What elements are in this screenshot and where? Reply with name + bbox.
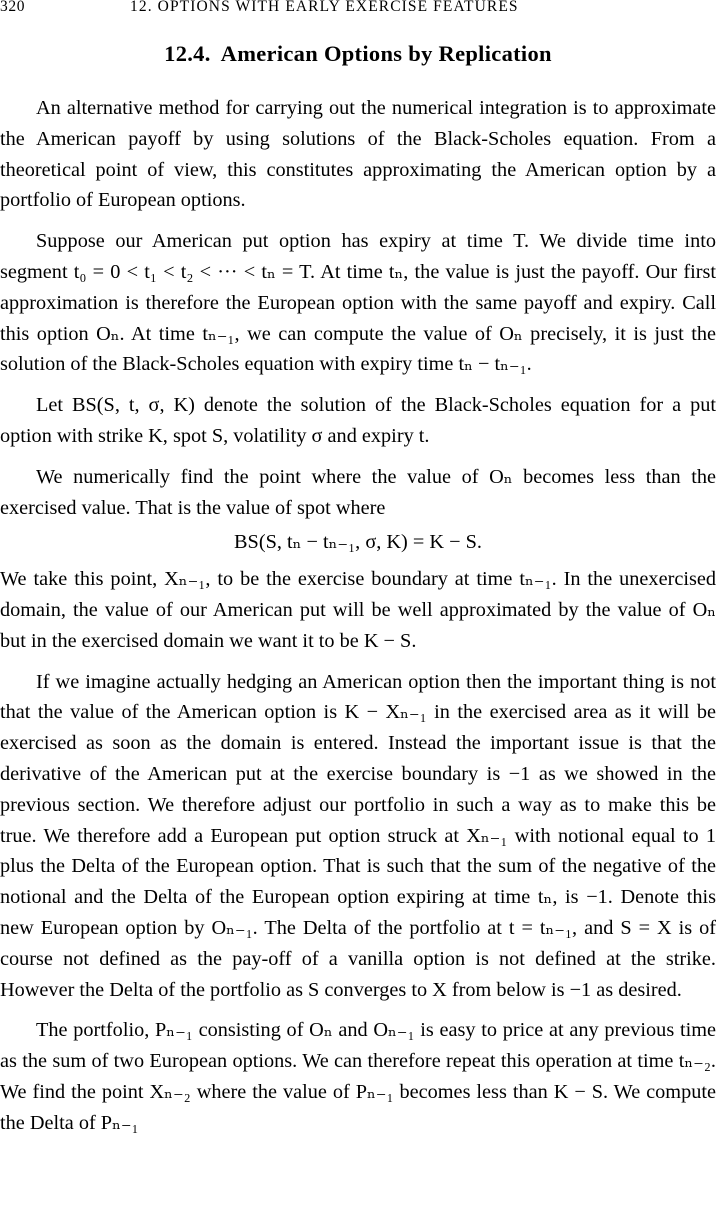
paragraph-intro: An alternative method for carrying out the numerical integration is to approximate the American payoff by using solutions of the Black-Scholes equation. From a theoretical point of view, this constitutes approximating the American option by a portfolio of European options. [0,97,716,212]
paragraph-portfolio: The portfolio, Pₙ₋₁ consisting of Oₙ and Oₙ₋₁ is easy to price at any previous time as the sum of two European options. We can therefore repeat this operation at time tₙ₋₂. We find the point Xₙ₋₂ where the value of Pₙ₋₁ becomes less than K − S. We compute the Delta of Pₙ₋₁ [0,1019,716,1134]
paragraph-exercise-point: We numerically find the point where the value of Oₙ becomes less than the exercised value. That is the value of spot where [0,465,716,519]
running-header [0,0,716,20]
section-heading [0,41,716,67]
display-equation: BS(S, tₙ − tₙ₋₁, σ, K) = K − S. [234,531,482,554]
paragraph-bs-definition: Let BS(S, t, σ, K) denote the solution of the Black-Scholes equation for a put option with strike K, spot S, volatility σ and expiry t. [0,394,716,447]
paragraph-time-segments: Suppose our American put option has expiry at time T. We divide time into segment t₀ = 0 < t₁ < t₂ < ··· < tₙ = T. At time tₙ, the value is just the payoff. Our first approximation is therefore the European option with the same payoff and expiry. Call this option Oₙ. At time tₙ₋₁, we can compute the value of Oₙ precisely, it is just the solution of the Black-Scholes equation with expiry time tₙ − tₙ₋₁. [0,230,716,376]
body-text [0,93,716,1149]
paragraph-exercise-boundary: We take this point, Xₙ₋₁, to be the exercise boundary at time tₙ₋₁. In the unexercised domain, the value of our American put will be well approximated by the value of Oₙ but in the exercised domain we want it to be K − S. [0,568,716,652]
running-title: 12. OPTIONS WITH EARLY EXERCISE FEATURES [130,0,519,15]
section-title: American Options by Replication [220,41,552,66]
paragraph-hedging: If we imagine actually hedging an American option then the important thing is not that the value of the American option is K − Xₙ₋₁ in the exercised area as it will be exercised as soon as the domain is entered. Instead the important issue is that the derivative of the American put at the exercise boundary is −1 as we showed in the previous section. We therefore adjust our portfolio in such a way as to make this be true. We therefore add a European put option struck at Xₙ₋₁ with notional equal to 1 plus the Delta of the European option. That is such that the sum of the negative of the notional and the Delta of the European option expiring at time tₙ, is −1. Denote this new European option by Oₙ₋₁. The Delta of the portfolio at t = tₙ₋₁, and S = X is of course not defined as the pay-off of a vanilla option is not defined at the strike. However the Delta of the portfolio as S converges to X from below is −1 as desired. [0,670,716,1001]
page-number: 320 [0,0,26,15]
section-number: 12.4. [164,41,211,66]
